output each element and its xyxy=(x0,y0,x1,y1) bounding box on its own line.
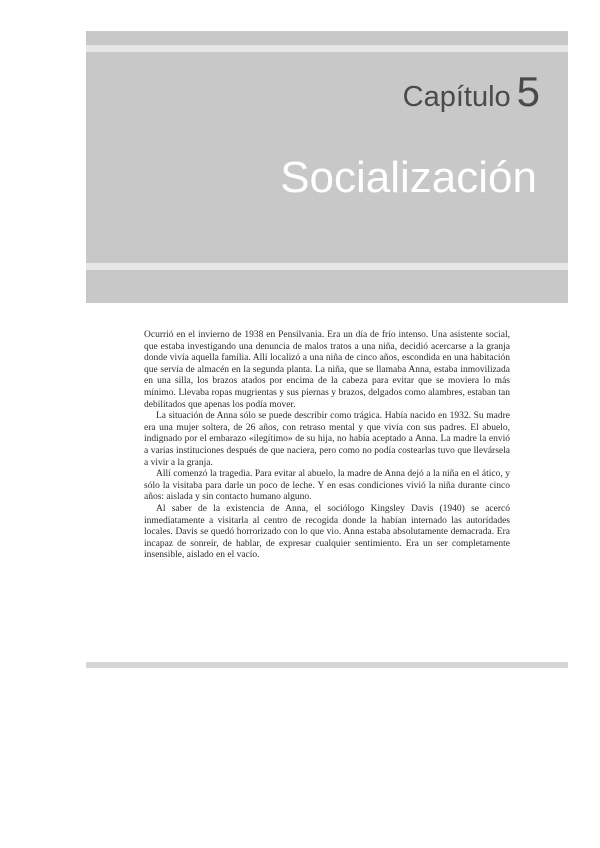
paragraph-1: Ocurrió en el invierno de 1938 en Pensilvania. Era un día de frío intenso. Una asistente social, que estaba investigando una denuncia de malos tratos a una niña, decidió acercarse a la granja donde vivía aquella familia. Allí localizó a una niña de cinco años, escondida en una habitación que servía de almacén en la segunda planta. La niña, que se llamaba Anna, estaba inmovilizada en una silla, los brazos atados por encima de la cabeza para evitar que se moviera lo más mínimo. Llevaba ropas mugrientas y sus piernas y brazos, delgados como alambres, estaban tan debilitados que apenas los podía mover. xyxy=(144,330,510,410)
footer-rule xyxy=(86,662,568,668)
header-top-rule xyxy=(86,45,568,52)
header-bottom-rule xyxy=(86,263,568,270)
paragraph-4: Al saber de la existencia de Anna, el sociólogo Kingsley Davis (1940) se acercó inmediatamente a visitarla al centro de recogida donde la habían internado las autoridades locales. Davis se quedó horrorizado con lo que vio. Anna estaba absolutamente demacrada. Era incapaz de sonreír, de hablar, de expresar cualquier sentimiento. Era un ser completamente insensible, aislado en el vacío. xyxy=(144,503,510,561)
chapter-label xyxy=(403,68,540,116)
body-text xyxy=(144,330,510,562)
paragraph-2: La situación de Anna sólo se puede describir como trágica. Había nacido en 1932. Su madre era una mujer soltera, de 26 años, con retraso mental y que vivía con sus padres. El abuelo, indignado por el embarazo «ilegítimo» de su hija, no había aceptado a Anna. La madre la envió a varias instituciones después de que naciera, pero como no podía costearlas tuvo que llevársela a vivir a la granja. xyxy=(144,411,510,468)
paragraph-3: Allí comenzó la tragedia. Para evitar al abuelo, la madre de Anna dejó a la niña en el ático, y sólo la visitaba para darle un poco de leche. Y en esas condiciones vivió la niña durante cinco años: aislada y sin contacto humano alguno. xyxy=(144,469,510,503)
chapter-title: Socialización xyxy=(280,153,537,202)
chapter-number: 5 xyxy=(516,68,540,115)
chapter-word: Capítulo xyxy=(402,81,511,113)
